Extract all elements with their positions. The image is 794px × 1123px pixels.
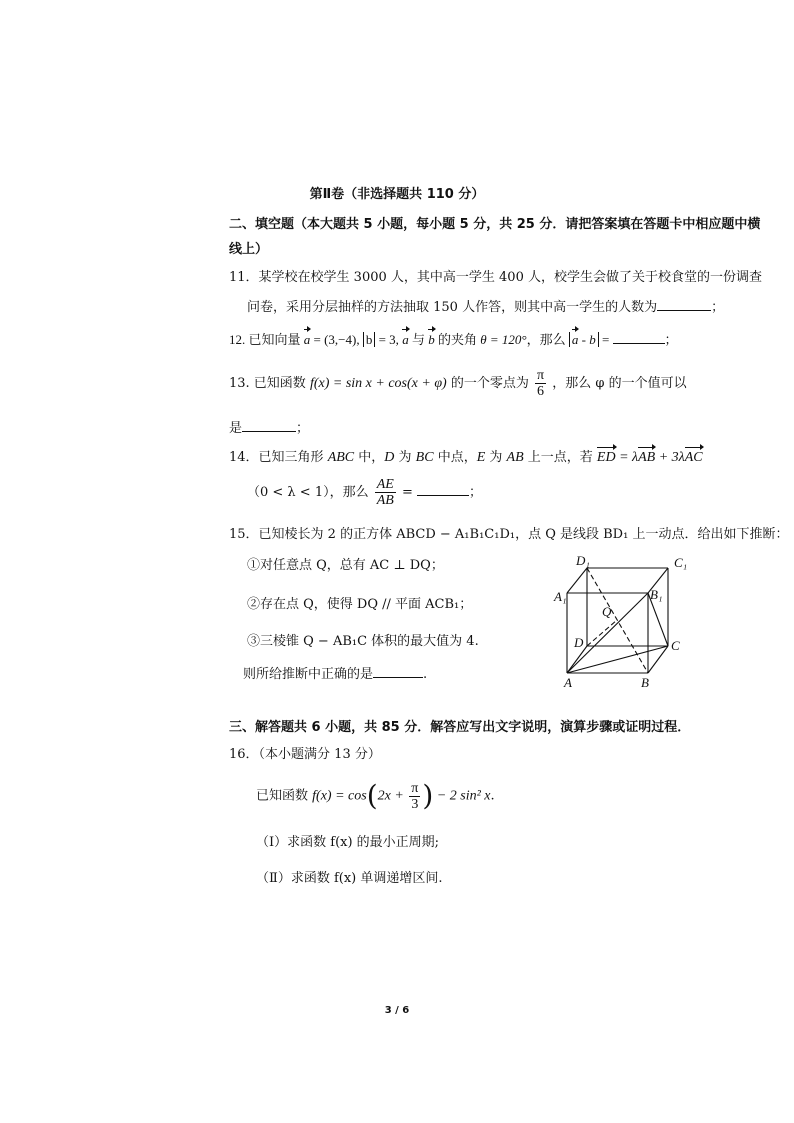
q12-eq3: = [598, 332, 613, 347]
q14-plus: + 3λ [655, 450, 685, 465]
q12-vec-a2: a [402, 332, 409, 347]
label-b1: B₁ [650, 587, 663, 602]
q13-prefix: 13. 已知函数 [229, 376, 306, 391]
q14-d: D [384, 450, 395, 465]
q16-dot: . [490, 788, 495, 804]
label-b: B [641, 675, 649, 690]
q14-vec-ed: ED [596, 450, 616, 465]
q15-answer-blank [373, 664, 423, 678]
q16-paren-left: ( [366, 779, 378, 812]
q14-cond: （0 < λ < 1），那么 [247, 485, 369, 500]
q14-ab: AB [506, 450, 524, 465]
q13-frac-num: π [537, 368, 545, 383]
label-c: C [671, 638, 680, 653]
q13-frac-den: 6 [537, 384, 545, 399]
q14-answer-blank [417, 482, 469, 496]
fill-header-line1: 二、填空题（本大题共 5 小题，每小题 5 分，共 25 分．请把答案填在答题卡中相应题中横 [229, 217, 761, 232]
q14-is2: 为 [485, 450, 507, 465]
q12-norm-b: b [363, 332, 376, 347]
q12-prefix: 12. 已知向量 [229, 332, 301, 347]
q14-eq2: = [397, 485, 418, 500]
q12-eq2: = 3, [375, 332, 399, 347]
q16-part1: （Ⅰ）求函数 f(x) 的最小正周期; [256, 835, 440, 850]
line-d1b [587, 568, 648, 673]
q14-abc: ABC [327, 450, 355, 465]
q15-s2: ②存在点 Q，使得 DQ // 平面 ACB₁； [247, 597, 473, 612]
q13-suffix: ，那么 φ 的一个值可以 [552, 376, 687, 391]
q14-prefix: 14．已知三角形 [229, 450, 328, 465]
q14-vec-ac: AC [684, 450, 703, 465]
q14-e: E [476, 450, 486, 465]
q13-line2 [229, 418, 309, 438]
q13-end: ； [296, 421, 310, 436]
q16-given [256, 778, 495, 815]
q12-line [229, 330, 678, 349]
label-d1: D₁ [576, 553, 590, 568]
q16-part2: （Ⅱ）求函数 f(x) 单调递增区间. [256, 871, 443, 886]
edge-a1d1 [567, 568, 587, 593]
section-title: 第Ⅱ卷（非选择题共 110 分） [309, 187, 485, 202]
q14-frac-den: AB [376, 493, 394, 508]
label-d: D [574, 635, 584, 650]
q12-angle: 的夹角 [434, 332, 481, 347]
q16-tail: − 2 sin² x [433, 788, 491, 804]
label-a1: A₁ [554, 589, 567, 604]
label-c1: C₁ [674, 555, 688, 570]
q12-minus: - [578, 332, 590, 347]
q14-frac-num: AE [376, 477, 394, 492]
q12-vec-a: a [303, 332, 311, 347]
q12-theta: θ = 120° [480, 332, 527, 347]
q14-fraction [375, 477, 396, 508]
q13-answer-blank [242, 418, 296, 432]
q14-bc: BC [415, 450, 434, 465]
q16-paren-right: ) [422, 779, 434, 812]
q14-line1 [229, 449, 703, 467]
q16-title: 16．（本小题满分 13 分） [229, 747, 381, 762]
q16-frac-den: 3 [411, 796, 419, 812]
q11-line1: 11．某学校在校学生 3000 人，其中高一学生 400 人，校学生会做了关于校食堂的一份调查 [229, 270, 762, 285]
q12-answer-blank [613, 330, 665, 344]
q15-s1: ①对任意点 Q，总有 AC ⊥ DQ； [247, 558, 444, 573]
q13-func: f(x) = sin x + cos(x + φ) [309, 376, 447, 391]
q12-then: ，那么 [526, 332, 566, 347]
q16-fraction [409, 781, 420, 812]
q14-in: 中， [354, 450, 385, 465]
q14-end: ； [469, 485, 483, 500]
q14-vec-ab: AB [638, 450, 656, 465]
q15-s4 [243, 664, 427, 684]
q14-on: 上一点，若 [523, 450, 597, 465]
label-a: A [564, 675, 572, 690]
q13-line1 [229, 367, 687, 401]
q12-vec-b: b [428, 332, 435, 347]
q13-mid: 的一个零点为 [450, 376, 534, 391]
line-ac [567, 646, 668, 673]
q14-mid: 中点， [433, 450, 477, 465]
q12-expr-a: a [571, 332, 579, 347]
line-dq [587, 620, 617, 646]
q13-fraction [535, 368, 546, 399]
fill-header-line2: 线上） [229, 242, 269, 257]
q14-eq: = λ [615, 450, 639, 465]
q11-answer-blank [657, 297, 711, 311]
cube-figure [550, 553, 710, 693]
q12-end: ； [664, 332, 678, 347]
q14-line2 [247, 476, 482, 510]
q16-func-left: f(x) = cos [312, 788, 367, 804]
label-q: Q [602, 604, 612, 619]
q14-is: 为 [394, 450, 416, 465]
q15-end: . [423, 667, 428, 682]
page-number: 3 / 6 [384, 1005, 410, 1016]
q13-line2-text: 是 [229, 421, 243, 436]
q16-given-prefix: 已知函数 [256, 788, 313, 804]
q11-line2 [247, 297, 724, 317]
q16-inner: 2x + [377, 788, 408, 804]
q15-line1: 15．已知棱长为 2 的正方体 ABCD − A₁B₁C₁D₁，点 Q 是线段 BD₁ 上一动点．给出如下推断： [229, 527, 789, 542]
q15-s4-text: 则所给推断中正确的是 [243, 667, 374, 682]
q12-and: 与 [408, 332, 429, 347]
solve-header: 三、解答题共 6 小题，共 85 分．解答应写出文字说明，演算步骤或证明过程． [229, 720, 691, 735]
q15-s3: ③三棱锥 Q − AB₁C 体积的最大值为 4. [247, 634, 479, 649]
q12-eq1: = (3,−4), [310, 332, 360, 347]
q16-frac-num: π [411, 780, 419, 796]
q11-end: ； [711, 300, 725, 315]
q11-text: 问卷，采用分层抽样的方法抽取 150 人作答，则其中高一学生的人数为 [247, 300, 658, 315]
q12-expr-b: b [589, 332, 596, 347]
